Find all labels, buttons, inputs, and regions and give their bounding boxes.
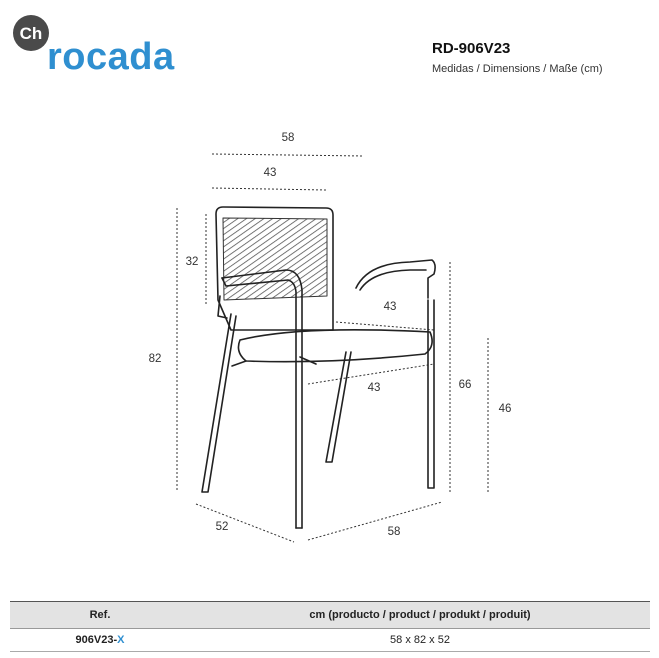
dim-backrest-height: 32 bbox=[185, 256, 199, 268]
dim-base-depth: 52 bbox=[215, 521, 229, 533]
dim-base-width: 58 bbox=[387, 526, 401, 538]
ref-cell bbox=[10, 629, 190, 652]
header-size: cm (producto / product / produkt / produit) bbox=[190, 602, 650, 629]
ref-suffix: X bbox=[117, 634, 125, 646]
product-code: RD-906V23 bbox=[432, 40, 511, 57]
spec-table bbox=[10, 601, 650, 652]
dim-overall-width: 58 bbox=[281, 132, 295, 144]
dim-total-height: 82 bbox=[148, 353, 162, 365]
dim-seat-width: 43 bbox=[263, 167, 277, 179]
dim-seat-depth: 43 bbox=[383, 301, 397, 313]
chair-outline bbox=[202, 207, 435, 528]
ref-prefix: 906V23- bbox=[75, 634, 118, 646]
dim-seat-height: 46 bbox=[498, 403, 512, 415]
brand-badge-letters: Ch bbox=[19, 24, 43, 43]
dim-armrest-height: 66 bbox=[458, 379, 472, 391]
size-cell: 58 x 82 x 52 bbox=[190, 629, 650, 652]
spec-table-header-row bbox=[10, 602, 650, 629]
table-row bbox=[10, 629, 650, 652]
brand-name: rocada bbox=[47, 36, 175, 78]
dimension-labels bbox=[149, 132, 512, 538]
dim-seat-width-front: 43 bbox=[367, 382, 381, 394]
header-ref: Ref. bbox=[10, 602, 190, 629]
dimensions-caption: Medidas / Dimensions / Maße (cm) bbox=[432, 63, 603, 75]
